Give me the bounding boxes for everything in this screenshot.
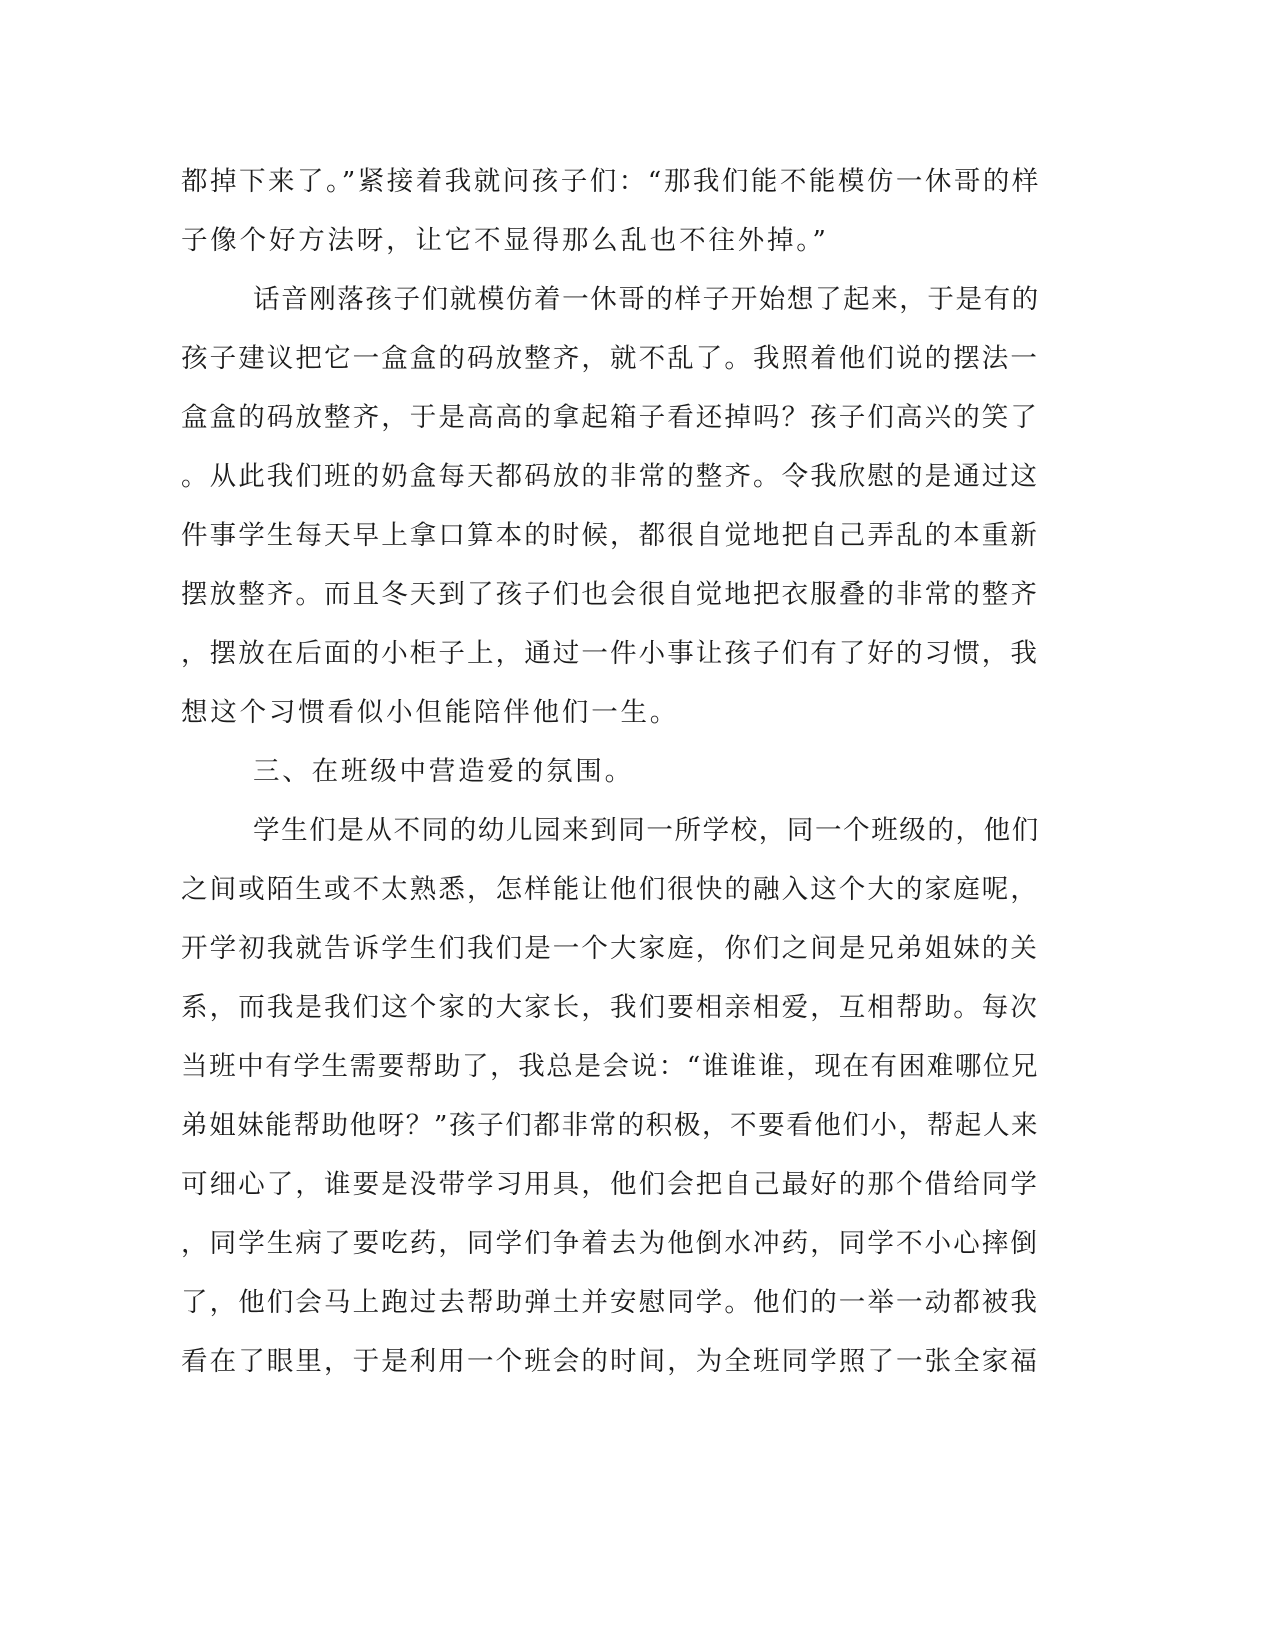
text-line: 。从此我们班的奶盒每天都码放的非常的整齐。令我欣慰的是通过这 [181, 461, 1039, 492]
text-line: 都掉下来了。”紧接着我就问孩子们：“那我们能不能模仿一休哥的样 [181, 166, 1041, 197]
text-line: ，同学生病了要吃药，同学们争着去为他倒水冲药，同学不小心摔倒 [181, 1228, 1039, 1259]
text-line: 之间或陌生或不太熟悉，怎样能让他们很快的融入这个大的家庭呢， [181, 874, 1039, 905]
body-text [181, 152, 1041, 1391]
text-line: 想这个习惯看似小但能陪伴他们一生。 [181, 697, 680, 728]
text-line: 系，而我是我们这个家的大家长，我们要相亲相爱，互相帮助。每次 [181, 992, 1039, 1023]
text-line: 弟姐妹能帮助他呀？”孩子们都非常的积极，不要看他们小，帮起人来 [181, 1110, 1040, 1141]
text-line: 开学初我就告诉学生们我们是一个大家庭，你们之间是兄弟姐妹的关 [181, 933, 1039, 964]
text-line: 当班中有学生需要帮助了，我总是会说：“谁谁谁，现在有困难哪位兄 [181, 1051, 1040, 1082]
section-heading: 三、在班级中营造爱的氛围。 [253, 756, 634, 787]
text-line: 可细心了，谁要是没带学习用具，他们会把自己最好的那个借给同学 [181, 1169, 1039, 1200]
paragraph-first-line: 话音刚落孩子们就模仿着一休哥的样子开始想了起来，于是有的 [253, 284, 1040, 315]
text-line: ，摆放在后面的小柜子上，通过一件小事让孩子们有了好的习惯，我 [181, 638, 1039, 669]
text-line: 看在了眼里，于是利用一个班会的时间，为全班同学照了一张全家福 [181, 1346, 1039, 1377]
paragraph-first-line: 学生们是从不同的幼儿园来到同一所学校，同一个班级的，他们 [253, 815, 1040, 846]
text-line: 盒盒的码放整齐，于是高高的拿起箱子看还掉吗？孩子们高兴的笑了 [181, 402, 1039, 433]
text-line: 摆放整齐。而且冬天到了孩子们也会很自觉地把衣服叠的非常的整齐 [181, 579, 1039, 610]
text-line: 了，他们会马上跑过去帮助弹土并安慰同学。他们的一举一动都被我 [181, 1287, 1039, 1318]
text-line: 件事学生每天早上拿口算本的时候，都很自觉地把自己弄乱的本重新 [181, 520, 1039, 551]
text-line: 子像个好方法呀，让它不显得那么乱也不往外掉。” [181, 225, 829, 256]
text-line: 孩子建议把它一盒盒的码放整齐，就不乱了。我照着他们说的摆法一 [181, 343, 1039, 374]
